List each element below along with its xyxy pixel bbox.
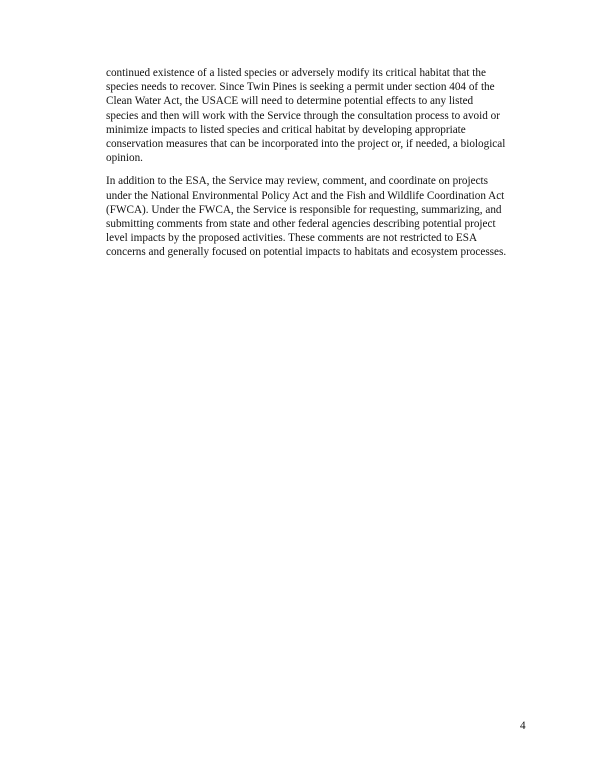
text-line: concerns and generally focused on potential impacts to habitats and ecosystem processes.	[106, 246, 507, 259]
text-line: (FWCA). Under the FWCA, the Service is responsible for requesting, summarizing, and	[106, 203, 502, 216]
text-line: species needs to recover. Since Twin Pines is seeking a permit under section 404 of the	[106, 81, 495, 94]
text-line: under the National Environmental Policy Act and the Fish and Wildlife Coordination Act	[106, 189, 505, 202]
paragraph-1	[106, 66, 526, 165]
body-text	[106, 66, 526, 269]
text-line: submitting comments from state and other federal agencies describing potential project	[106, 218, 496, 231]
page-number: 4	[520, 720, 526, 732]
text-line: opinion.	[106, 152, 143, 165]
text-line: In addition to the ESA, the Service may review, comment, and coordinate on projects	[106, 175, 489, 188]
text-line: minimize impacts to listed species and critical habitat by developing appropriate	[106, 123, 466, 136]
text-line: level impacts by the proposed activities. These comments are not restricted to ESA	[106, 232, 478, 245]
text-line: continued existence of a listed species or adversely modify its critical habitat that the	[106, 67, 486, 79]
paragraph-2	[106, 174, 526, 259]
text-line: conservation measures that can be incorporated into the project or, if needed, a biological	[106, 138, 506, 151]
text-line: species and then will work with the Service through the consultation process to avoid or	[106, 109, 500, 122]
text-line: Clean Water Act, the USACE will need to determine potential effects to any listed	[106, 95, 474, 108]
